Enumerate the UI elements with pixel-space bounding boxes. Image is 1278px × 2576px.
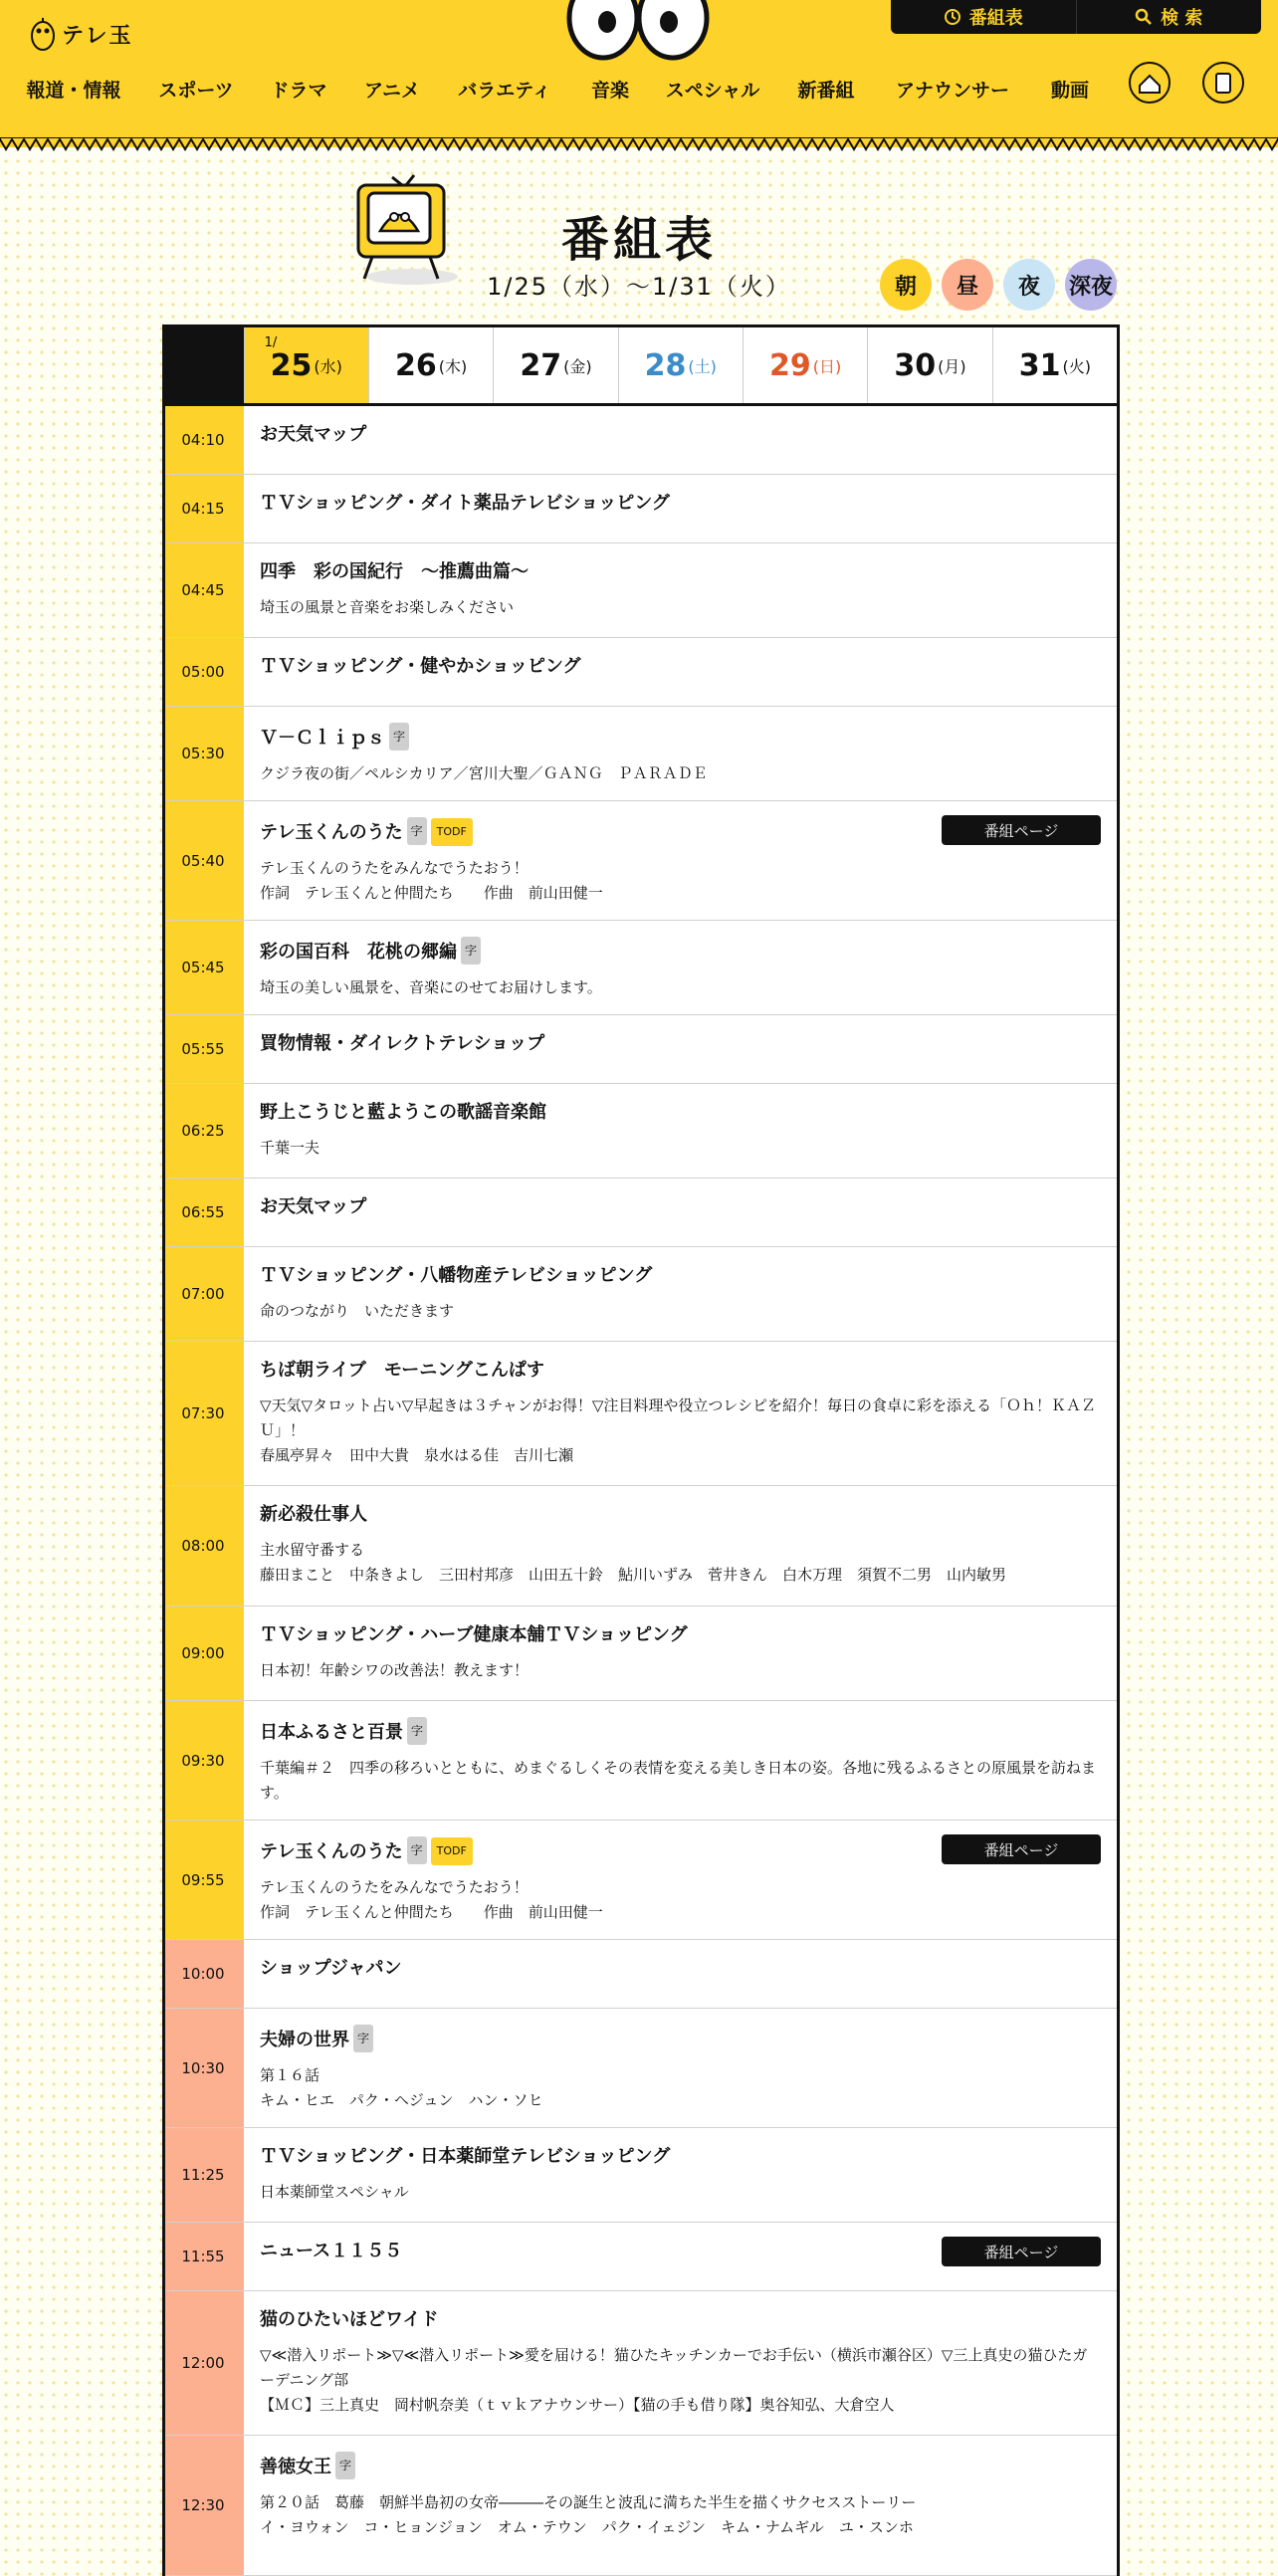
program-description: 作詞 テレ玉くんと仲間たち 作曲 前山田健一 [260,884,603,902]
program-cell[interactable] [244,1179,1117,1246]
program-cell[interactable] [244,1084,1117,1178]
program-time: 07:00 [165,1247,244,1341]
program-page-button[interactable]: 番組ページ [942,2237,1101,2266]
program-cell[interactable] [244,2009,1117,2127]
program-time: 11:25 [165,2128,244,2222]
day-month: 1/ [264,335,278,350]
program-cell[interactable] [244,1486,1117,1606]
day-tabs [165,327,1117,406]
program-time: 10:00 [165,1940,244,2008]
search-top-label: 検 索 [1161,8,1203,29]
top-action-bar [891,0,1261,34]
program-cell[interactable] [244,2291,1117,2435]
program-title: ショップジャパン [260,1958,402,1979]
day-tab-26[interactable] [368,327,493,403]
program-description: イ・ヨウォン コ・ヒョンジョン オム・テウン パク・イェジン キム・ナムギル ユ・スンホ [260,2518,914,2536]
day-tab-28[interactable] [618,327,743,403]
program-title-text: 日本ふるさと百景 [260,1722,403,1743]
program-row [165,638,1117,707]
day-tab-27[interactable] [493,327,617,403]
program-cell[interactable] [244,2436,1117,2575]
program-cell[interactable] [244,2223,1117,2290]
program-description: 日本初！年齢シワの改善法！教えます！ [260,1661,530,1679]
program-row [165,921,1117,1015]
program-description: 作詞 テレ玉くんと仲間たち 作曲 前山田健一 [260,1903,603,1921]
program-title: 買物情報・ダイレクトテレショップ [260,1033,545,1054]
program-cell[interactable] [244,707,1117,800]
day-of-week: (日) [812,356,842,376]
nav-video[interactable]: 動画 [1050,80,1090,102]
day-of-week: (火) [1062,356,1091,376]
day-number: 26 [394,347,437,383]
morning-button[interactable]: 朝 [880,259,932,311]
program-description: 藤田まこと 中条きよし 三田村邦彦 山田五十鈴 鮎川いずみ 菅井きん 白木万理 須賀不二男 山内敏男 [260,1566,1007,1584]
program-time: 06:25 [165,1084,244,1178]
program-title: ＴＶショッピング・日本薬師堂テレビショッピング [260,2146,671,2167]
program-time: 05:40 [165,801,244,920]
program-time: 04:10 [165,406,244,474]
program-time: 09:00 [165,1607,244,1700]
site-header [0,0,1278,147]
program-title-text: Ｖ－Ｃｌｉｐｓ [260,728,385,749]
program-title: ＴＶショッピング・健やかショッピング [260,656,581,677]
program-row [165,543,1117,638]
day-tab-30[interactable] [867,327,991,403]
program-row [165,801,1117,921]
program-description: 日本薬師堂スペシャル [260,2183,409,2201]
day-tab-25[interactable] [244,327,368,403]
search-top-button[interactable] [1076,0,1262,34]
program-title-text: 夫婦の世界 [260,2030,349,2050]
tele-tama-pass-icon[interactable] [1202,62,1244,104]
program-description: テレ玉くんのうたをみんなでうたおう！ [260,859,529,877]
nav-new-programs[interactable]: 新番組 [797,80,855,102]
tele-tama-house-icon[interactable] [1129,62,1171,104]
program-cell[interactable] [244,801,1117,920]
program-description: ▽天気▽タロット占い▽早起きは３チャンがお得！▽注目料理や役立つレシピを紹介！毎日の食卓に彩を添える「Ｏｈ！ＫＡＺＵ」！ [260,1396,1097,1439]
program-row [165,406,1117,475]
schedule-table [162,324,1120,2576]
program-cell[interactable] [244,475,1117,542]
subtitle-tag: 字 [389,723,409,751]
program-description: ▽≪潜入リポート≫▽≪潜入リポート≫愛を届ける！猫ひたキッチンカーでお手伝い（横浜市瀬谷区）▽三上真史の猫ひたガーデニング部 [260,2346,1088,2389]
program-row [165,1084,1117,1179]
program-title: 四季 彩の国紀行 ～推薦曲篇～ [260,561,529,582]
program-description: 第１６話 [260,2066,320,2084]
program-title [260,2025,1101,2053]
mascot-eyes-icon [563,0,713,64]
schedule-top-label: 番組表 [968,8,1023,29]
day-tabs-corner [165,327,244,403]
program-title [260,723,1101,751]
program-time: 11:55 [165,2223,244,2290]
program-description: 埼玉の美しい風景を、音楽にのせてお届けします。 [260,978,602,996]
program-row [165,1821,1117,1940]
day-of-week: (金) [563,356,592,376]
program-row [165,707,1117,801]
program-cell[interactable] [244,406,1117,474]
subtitle-tag: 字 [461,937,481,965]
program-cell[interactable] [244,1247,1117,1341]
search-icon [1135,8,1153,26]
program-title: 新必殺仕事人 [260,1504,367,1525]
program-description: クジラ夜の街／ペルシカリア／宮川大聖／ＧＡＮＧ ＰＡＲＡＤＥ [260,764,708,782]
day-number: 30 [894,347,937,383]
day-of-week: (土) [688,356,717,376]
program-cell[interactable] [244,921,1117,1014]
program-time: 08:00 [165,1486,244,1606]
program-title-text: テレ玉くんのうた [260,1841,403,1862]
program-cell[interactable] [244,2128,1117,2222]
tele-tama-mascot-icon [30,16,56,52]
program-cell[interactable] [244,638,1117,706]
day-of-week: (木) [438,356,468,376]
program-time: 05:00 [165,638,244,706]
evening-button[interactable]: 夜 [1003,259,1055,311]
program-row [165,2291,1117,2436]
title-area [0,159,1278,319]
program-title-text: 彩の国百科 花桃の郷編 [260,942,457,963]
subtitle-tag: 字 [407,817,427,845]
program-time: 12:30 [165,2436,244,2575]
day-number: 27 [520,347,562,383]
program-title: お天気マップ [260,424,367,445]
program-title: ＴＶショッピング・ダイト薬品テレビショッピング [260,493,670,514]
day-number: 31 [1018,347,1061,383]
program-cell[interactable] [244,1015,1117,1083]
program-row [165,475,1117,543]
program-title: お天気マップ [260,1196,367,1217]
program-row [165,2436,1117,2576]
program-row [165,1179,1117,1247]
date-range: 1/25（水）〜1/31（火） [487,273,791,301]
nav-special[interactable]: スペシャル [665,80,760,102]
program-cell[interactable] [244,1607,1117,1700]
program-title [260,937,1101,966]
program-time: 05:45 [165,921,244,1014]
subtitle-tag: 字 [407,1717,427,1745]
program-time: 04:15 [165,475,244,542]
program-row [165,1247,1117,1342]
site-logo[interactable] [30,16,133,52]
program-page-button[interactable]: 番組ページ [942,815,1101,845]
afternoon-button[interactable]: 昼 [942,259,993,311]
program-row [165,2009,1117,2128]
program-time: 06:55 [165,1179,244,1246]
program-time: 07:30 [165,1342,244,1485]
nav-drama[interactable]: ドラマ [270,80,327,102]
nav-news[interactable]: 報道・情報 [26,80,121,102]
program-title: ＴＶショッピング・ハーブ健康本舗ＴＶショッピング [260,1624,688,1645]
day-tab-31[interactable] [992,327,1117,403]
program-description: 主水留守番する [260,1541,365,1559]
program-row [165,1701,1117,1821]
program-description: テレ玉くんのうたをみんなでうたおう！ [260,1878,529,1896]
late-night-button[interactable]: 深夜 [1065,259,1117,311]
program-cell[interactable] [244,543,1117,637]
program-title: 野上こうじと藍ようこの歌謡音楽館 [260,1102,546,1123]
program-time: 09:55 [165,1821,244,1939]
nav-variety[interactable]: バラエティ [458,80,551,102]
program-title [260,1717,1101,1746]
subtitle-tag: 字 [353,2025,373,2052]
day-tab-29[interactable] [743,327,867,403]
program-row [165,2223,1117,2291]
program-description: 春風亭昇々 田中大貴 泉水はる佳 吉川七瀬 [260,1446,574,1464]
program-cell[interactable] [244,1940,1117,2008]
schedule-top-button[interactable] [891,0,1076,34]
program-title-text: 善徳女王 [260,2457,331,2477]
nav-sports[interactable]: スポーツ [158,80,234,102]
nav-music[interactable]: 音楽 [590,80,630,102]
program-row [165,2128,1117,2223]
program-cell[interactable] [244,1342,1117,1485]
program-description: 千葉一夫 [260,1139,320,1157]
program-description: 第２０話 葛藤 朝鮮半島初の女帝―――その誕生と波乱に満ちた半生を描くサクセスストーリー [260,2493,917,2511]
program-row [165,1015,1117,1084]
day-of-week: (水) [314,356,342,376]
program-description: キム・ヒエ パク・ヘジュン ハン・ソヒ [260,2091,543,2109]
program-title: ＴＶショッピング・八幡物産テレビショッピング [260,1265,653,1286]
day-of-week: (月) [938,356,966,376]
program-title-text: テレ玉くんのうた [260,822,403,843]
nav-announcer[interactable]: アナウンサー [895,80,1010,102]
todf-tag: TODF [431,818,473,846]
program-title [260,2452,1101,2480]
program-title: ニュース１１５５ [260,2241,403,2261]
program-time: 10:30 [165,2009,244,2127]
nav-anime[interactable]: アニメ [363,80,421,102]
program-description: 千葉編＃２ 四季の移ろいとともに、めまぐるしくその表情を変える美しき日本の姿。各地に残るふるさとの原風景を訪ねます。 [260,1759,1097,1802]
todf-tag: TODF [431,1837,473,1865]
program-cell[interactable] [244,1821,1117,1939]
program-row [165,1607,1117,1701]
logo-text: テレ玉 [62,23,133,49]
program-time: 05:30 [165,707,244,800]
program-title: 猫のひたいほどワイド [260,2309,439,2330]
day-number: 28 [644,347,687,383]
program-time: 05:55 [165,1015,244,1083]
page-title: 番組表 [560,212,717,268]
program-row [165,1486,1117,1607]
day-number: 25 [270,347,313,383]
program-time: 09:30 [165,1701,244,1820]
program-description: 命のつながり いただきます [260,1302,455,1320]
program-time: 12:00 [165,2291,244,2435]
program-description: 埼玉の風景と音楽をお楽しみください [260,598,515,616]
program-cell[interactable] [244,1701,1117,1820]
program-row [165,1342,1117,1486]
program-description: 【ＭＣ】三上真史 岡村帆奈美（ｔｖｋアナウンサー）【猫の手も借り隊】奥谷知弘、大倉空人 [260,2396,895,2414]
subtitle-tag: 字 [407,1836,427,1864]
subtitle-tag: 字 [335,2452,355,2479]
program-time: 04:45 [165,543,244,637]
header-zigzag-edge [0,137,1278,151]
program-title: ちば朝ライブ モーニングこんぱす [260,1360,544,1381]
day-number: 29 [769,347,811,383]
clock-icon [944,8,961,26]
program-page-button[interactable]: 番組ページ [942,1834,1101,1864]
program-row [165,1940,1117,2009]
